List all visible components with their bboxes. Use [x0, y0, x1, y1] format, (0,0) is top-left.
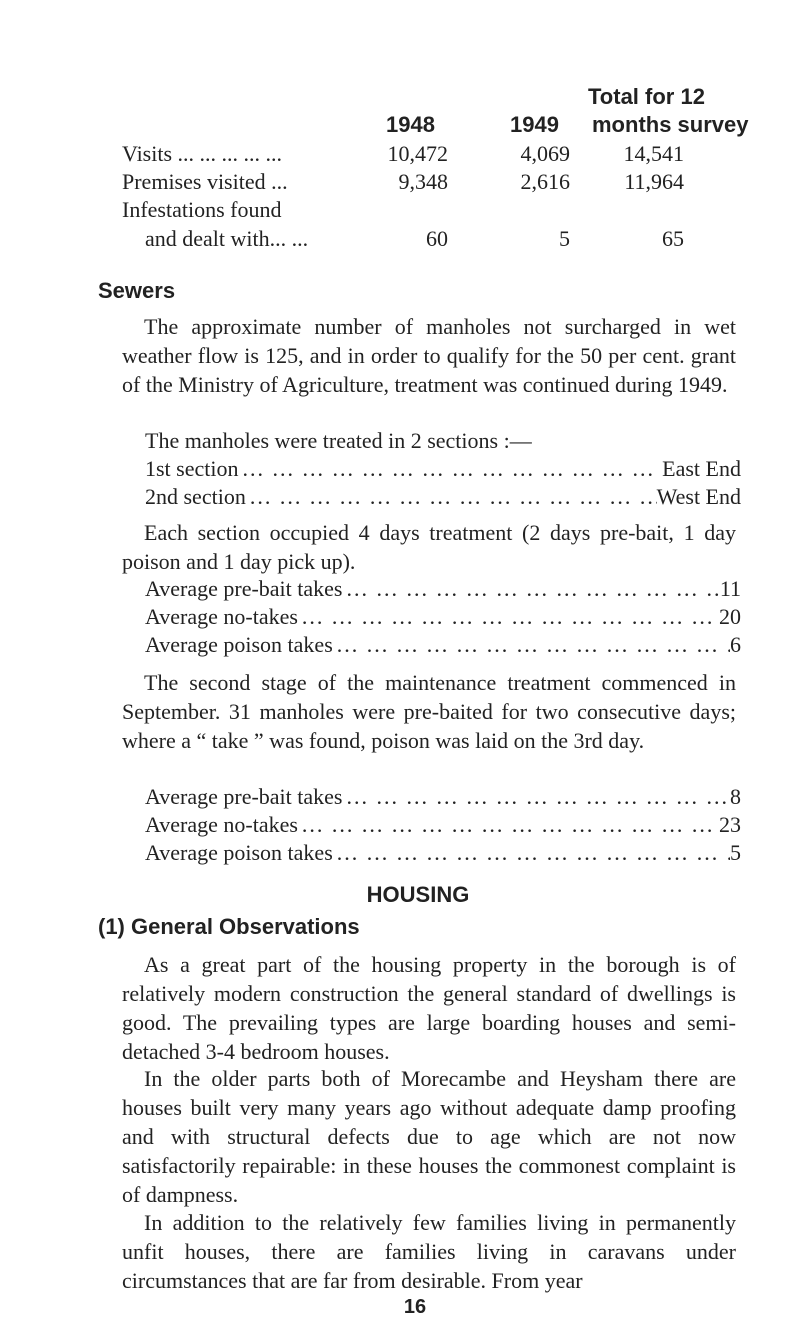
cell-1948: 10,472	[387, 141, 448, 166]
dot-leader	[298, 604, 719, 630]
dot-leader	[342, 576, 719, 602]
housing-heading: HOUSING	[366, 882, 470, 907]
section-label: 2nd section	[145, 484, 246, 509]
header-total-line2: months survey	[592, 112, 749, 137]
takes-label: Average pre-bait takes	[145, 784, 343, 809]
takes-value: 6	[730, 632, 741, 657]
takes-value: 5	[730, 840, 741, 865]
section-row	[145, 484, 741, 510]
dot-leader	[333, 840, 730, 866]
takes-value: 20	[719, 604, 741, 629]
cell-total: 65	[662, 226, 684, 251]
cell-1949: 5	[559, 226, 570, 251]
sewers-paragraph-3: Each section occupied 4 days treatment (2 days pre-bait, 1 day poison and 1 day pick up).	[122, 520, 736, 574]
section-row	[145, 456, 741, 482]
row-label: Premises visited ...	[122, 169, 288, 194]
page-number: 16	[403, 1296, 427, 1318]
dot-leader	[246, 484, 657, 510]
sewers-paragraph-4: The second stage of the maintenance treatment commenced in September. 31 manholes were pre-baited for two consecutive days; where a “ take ” was found, poison was laid on the 3rd day.	[122, 670, 736, 753]
cell-total: 14,541	[623, 141, 684, 166]
cell-1948: 9,348	[398, 169, 448, 194]
takes-label: Average pre-bait takes	[145, 576, 343, 601]
section-label: 1st section	[145, 456, 239, 481]
header-total-line1: Total for 12	[588, 84, 705, 109]
housing-paragraph-2: In the older parts both of Morecambe and Heysham there are houses built very many years ago without adequate damp proofing and with structural defects due to age which are not now satisfactorily repairable: in these houses the commonest complaint is of dampness.	[122, 1066, 736, 1207]
takes-label: Average no-takes	[145, 812, 298, 837]
dot-leader	[333, 632, 730, 658]
housing-paragraph-1: As a great part of the housing property in the borough is of relatively modern construction the general standard of dwellings is good. The prevailing types are large boarding houses and semi-detached 3-4 bedroom houses.	[122, 952, 736, 1064]
dot-leader	[239, 456, 663, 482]
cell-1949: 4,069	[520, 141, 570, 166]
takes-value: 11	[719, 576, 741, 601]
general-observations-heading: (1) General Observations	[98, 914, 360, 939]
takes-value: 23	[719, 812, 741, 837]
row-label: and dealt with... ...	[145, 226, 309, 251]
dot-leader	[298, 812, 719, 838]
takes-label: Average poison takes	[145, 840, 333, 865]
cell-1949: 2,616	[520, 169, 570, 194]
takes-row	[145, 604, 741, 630]
header-1948: 1948	[386, 112, 435, 137]
header-1949: 1949	[510, 112, 559, 137]
sewers-paragraph-1: The approximate number of manholes not surcharged in wet weather flow is 125, and in order to qualify for the 50 per cent. grant of the Ministry of Agriculture, treatment was continued during 1949.	[122, 314, 736, 397]
takes-label: Average poison takes	[145, 632, 333, 657]
housing-paragraph-3: In addition to the relatively few families living in permanently unfit houses, there are families living in caravans under circumstances that are far from desirable. From year	[122, 1210, 736, 1293]
takes-row	[145, 784, 741, 810]
section-value: East End	[662, 456, 741, 481]
dot-leader	[342, 784, 730, 810]
sewers-heading: Sewers	[98, 278, 176, 303]
takes-row	[145, 812, 741, 838]
takes-value: 8	[730, 784, 741, 809]
takes-row	[145, 840, 741, 866]
row-label: Visits ... ... ... ... ...	[122, 141, 283, 166]
cell-total: 11,964	[624, 169, 684, 194]
takes-row	[145, 632, 741, 658]
sewers-paragraph-2: The manholes were treated in 2 sections :—	[145, 428, 532, 453]
takes-label: Average no-takes	[145, 604, 298, 629]
row-label-line1: Infestations found	[122, 197, 282, 222]
cell-1948: 60	[426, 226, 448, 251]
section-value: West End	[656, 484, 741, 509]
takes-row	[145, 576, 741, 602]
